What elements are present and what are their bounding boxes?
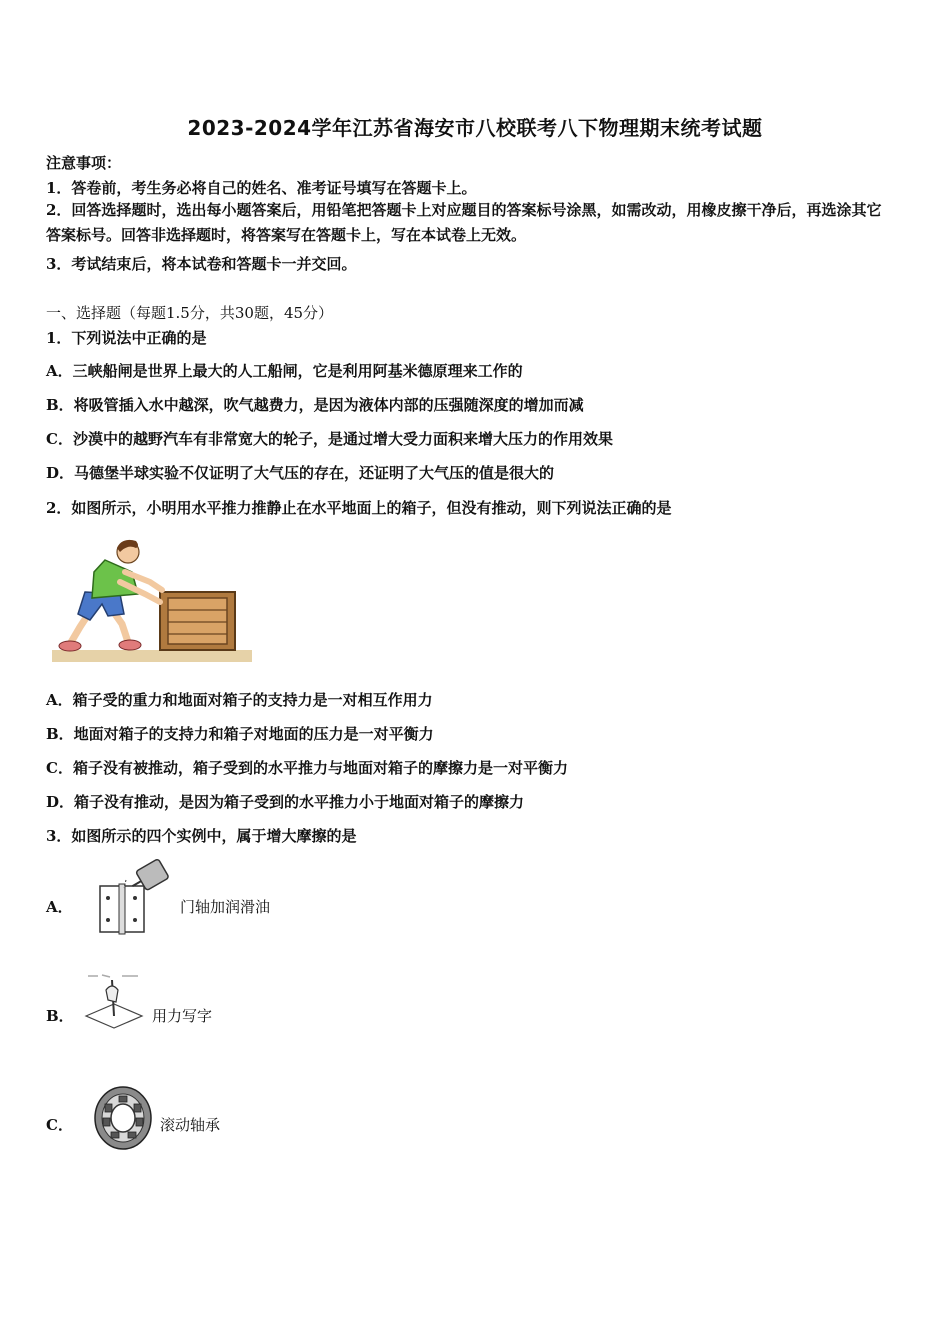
- pen-writing-icon: [82, 970, 146, 1032]
- option-text: 用力写字: [152, 1007, 213, 1025]
- question-stem: 1．下列说法中正确的是: [46, 329, 207, 347]
- answer-option: D．马德堡半球实验不仅证明了大气压的存在，还证明了大气压的值是很大的: [46, 464, 555, 482]
- question-stem: 3．如图所示的四个实例中，属于增大摩擦的是: [46, 827, 357, 845]
- answer-option: C．沙漠中的越野汽车有非常宽大的轮子，是通过增大受力面积来增大压力的作用效果: [46, 430, 613, 448]
- hinge-oil-icon: [82, 858, 177, 938]
- option-label: B．: [46, 1007, 74, 1025]
- question-stem: 2．如图所示，小明用水平推力推静止在水平地面上的箱子，但没有推动，则下列说法正确的是: [46, 499, 672, 517]
- section-heading: 一、选择题（每题1.5分，共30题，45分）: [46, 304, 334, 322]
- answer-option: A．箱子受的重力和地面对箱子的支持力是一对相互作用力: [46, 691, 433, 709]
- option-text: 门轴加润滑油: [180, 898, 271, 916]
- boy-pushing-box-illustration: [50, 532, 254, 666]
- notice-item: 1．答卷前，考生务必将自己的姓名、准考证号填写在答题卡上。: [46, 179, 477, 197]
- notice-heading: 注意事项：: [46, 154, 122, 172]
- option-label: C．: [46, 1116, 73, 1134]
- option-label: A．: [46, 898, 73, 916]
- answer-option: B．地面对箱子的支持力和箱子对地面的压力是一对平衡力: [46, 725, 434, 743]
- answer-option: C．箱子没有被推动，箱子受到的水平推力与地面对箱子的摩擦力是一对平衡力: [46, 759, 568, 777]
- answer-option: A．三峡船闸是世界上最大的人工船闸，它是利用阿基米德原理来工作的: [46, 362, 523, 380]
- ball-bearing-icon: [92, 1085, 154, 1151]
- answer-option: D．箱子没有推动，是因为箱子受到的水平推力小于地面对箱子的摩擦力: [46, 793, 525, 811]
- notice-item: 3．考试结束后，将本试卷和答题卡一并交回。: [46, 255, 357, 273]
- page-title: 2023-2024学年江苏省海安市八校联考八下物理期末统考试题: [187, 116, 763, 140]
- notice-item: 2．回答选择题时，选出每小题答案后，用铅笔把答题卡上对应题目的答案标号涂黑，如需改动，用橡皮擦干净后，再选涂其它答案标号。回答非选择题时，将答案写在答题卡上，写在本试卷上无效。: [46, 201, 882, 244]
- answer-option: B．将吸管插入水中越深，吹气越费力，是因为液体内部的压强随深度的增加而减: [46, 396, 584, 414]
- option-text: 滚动轴承: [160, 1116, 221, 1134]
